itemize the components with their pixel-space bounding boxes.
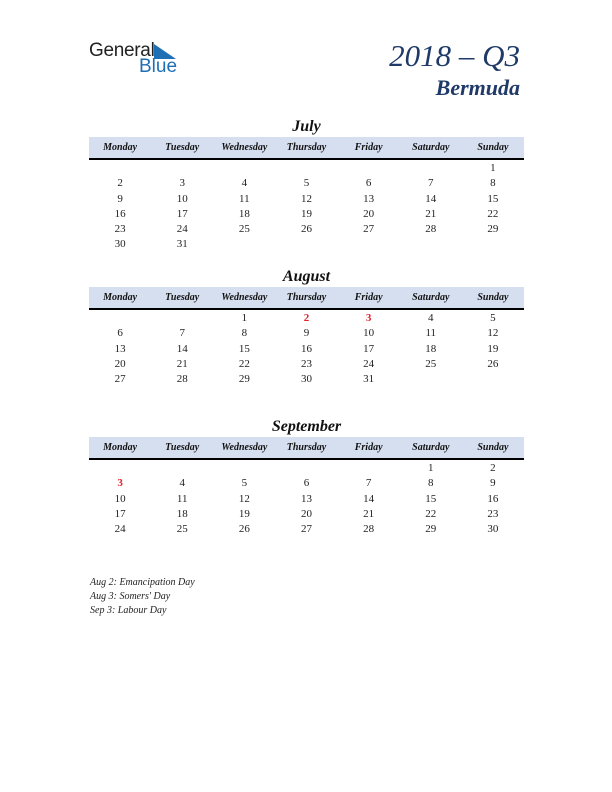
empty-cell [338, 461, 400, 476]
day-cell: 14 [425, 192, 437, 205]
day-cell: 9 [303, 327, 310, 340]
empty-cell [213, 161, 275, 176]
page-title: 2018 – Q3 [389, 38, 520, 73]
empty-cell [338, 161, 400, 176]
weekday-label: Tuesday [165, 142, 200, 153]
day-cell: 14 [176, 342, 188, 355]
month-september [89, 417, 524, 537]
empty-cell [151, 461, 213, 476]
day-cell: 19 [487, 342, 499, 355]
logo-text-general: General [89, 40, 155, 61]
day-cell: 8 [428, 477, 434, 490]
day-cell: 29 [238, 373, 250, 386]
day-cell: 21 [176, 357, 188, 370]
day-cell: 24 [176, 223, 188, 236]
day-cell: 15 [238, 342, 250, 355]
day-cell: 2 [117, 177, 123, 190]
day-cell: 6 [365, 177, 372, 190]
day-cell: 29 [425, 523, 437, 536]
day-cell: 25 [425, 357, 437, 370]
holiday-day-cell: 2 [303, 312, 310, 324]
day-cell: 8 [241, 327, 248, 340]
week-row [89, 492, 524, 507]
weekday-label: Wednesday [221, 292, 268, 303]
week-row [89, 476, 524, 491]
day-cell: 10 [114, 492, 126, 505]
day-cell: 31 [363, 373, 375, 386]
day-cell: 16 [114, 207, 126, 220]
holiday-note: Aug 2: Emancipation Day [90, 577, 195, 588]
weekday-label: Saturday [412, 292, 450, 303]
day-cell: 23 [114, 223, 126, 236]
empty-cell [89, 311, 151, 326]
empty-cell [400, 161, 462, 176]
day-cell: 9 [490, 477, 496, 490]
weekday-header [89, 287, 524, 310]
empty-cell [462, 237, 524, 252]
weekday-label: Wednesday [221, 442, 268, 453]
day-cell: 5 [241, 477, 248, 490]
day-cell: 26 [487, 357, 499, 370]
weekday-label: Wednesday [221, 142, 268, 153]
day-cell: 11 [176, 492, 188, 505]
weekday-label: Tuesday [165, 442, 200, 453]
holiday-day-cell: 3 [365, 312, 372, 324]
logo [89, 40, 189, 80]
empty-cell [89, 161, 151, 176]
weekday-label: Thursday [286, 292, 327, 303]
day-cell: 4 [179, 477, 185, 490]
day-cell: 10 [363, 327, 375, 340]
day-cell: 26 [300, 223, 312, 236]
day-cell: 8 [490, 177, 496, 190]
day-cell: 24 [363, 357, 375, 370]
month-title: August [282, 268, 331, 285]
empty-cell [151, 161, 213, 176]
day-cell: 19 [300, 207, 312, 220]
day-cell: 7 [428, 177, 434, 190]
day-cell: 30 [487, 523, 499, 536]
day-cell: 30 [300, 373, 312, 386]
weekday-label: Sunday [477, 292, 509, 303]
day-cell: 15 [487, 192, 499, 205]
month-title: July [292, 118, 321, 135]
day-cell: 18 [238, 207, 250, 220]
day-cell: 10 [176, 192, 188, 205]
day-cell: 7 [179, 327, 185, 340]
day-cell: 21 [425, 207, 437, 220]
weekday-label: Monday [103, 292, 138, 303]
day-cell: 18 [176, 507, 188, 520]
day-cell: 12 [238, 492, 250, 505]
day-cell: 3 [179, 177, 185, 190]
day-cell: 18 [425, 342, 437, 355]
week-row [89, 372, 524, 387]
day-cell: 27 [363, 223, 375, 236]
day-cell: 22 [487, 207, 499, 220]
day-cell: 1 [490, 162, 496, 174]
day-cell: 31 [176, 238, 188, 251]
week-row [89, 207, 524, 222]
day-cell: 20 [300, 507, 312, 520]
day-cell: 13 [363, 192, 375, 205]
day-cell: 12 [487, 327, 499, 340]
week-row [89, 161, 524, 176]
day-cell: 5 [303, 177, 310, 190]
day-cell: 1 [241, 312, 248, 324]
day-cell: 22 [238, 357, 250, 370]
day-cell: 23 [300, 357, 312, 370]
week-row [89, 311, 524, 326]
day-cell: 29 [487, 223, 499, 236]
week-row [89, 192, 524, 207]
weekday-header [89, 137, 524, 160]
day-cell: 25 [176, 523, 188, 536]
day-cell: 9 [117, 192, 123, 205]
month-august [89, 267, 524, 387]
weekday-label: Saturday [412, 142, 450, 153]
day-cell: 20 [363, 207, 375, 220]
week-row [89, 342, 524, 357]
empty-cell [338, 237, 400, 252]
empty-cell [400, 237, 462, 252]
week-row [89, 522, 524, 537]
weekday-label: Thursday [286, 142, 327, 153]
day-cell: 21 [363, 507, 375, 520]
weekday-label: Saturday [412, 442, 450, 453]
day-cell: 20 [114, 357, 126, 370]
week-row [89, 507, 524, 522]
day-cell: 2 [490, 462, 496, 474]
logo-text-blue: Blue [139, 56, 178, 77]
empty-cell [213, 461, 275, 476]
week-row [89, 357, 524, 372]
day-cell: 22 [425, 507, 437, 520]
day-cell: 5 [490, 312, 496, 324]
holiday-day-cell: 3 [117, 477, 123, 490]
day-cell: 17 [114, 507, 126, 520]
empty-cell [275, 161, 337, 176]
week-row [89, 176, 524, 191]
week-row [89, 326, 524, 341]
empty-cell [151, 311, 213, 326]
day-cell: 15 [425, 492, 437, 505]
day-cell: 6 [117, 327, 123, 340]
weekday-label: Friday [354, 442, 383, 453]
month-title: September [271, 418, 342, 435]
empty-cell [400, 372, 462, 387]
day-cell: 4 [241, 177, 248, 190]
day-cell: 1 [428, 462, 434, 474]
holiday-note: Sep 3: Labour Day [90, 605, 167, 616]
day-cell: 28 [425, 223, 437, 236]
weekday-label: Friday [354, 142, 383, 153]
empty-cell [462, 372, 524, 387]
day-cell: 12 [300, 192, 312, 205]
weekday-label: Sunday [477, 142, 509, 153]
day-cell: 11 [239, 192, 250, 205]
day-cell: 27 [300, 523, 312, 536]
day-cell: 28 [176, 373, 188, 386]
day-cell: 28 [363, 523, 375, 536]
day-cell: 17 [176, 207, 188, 220]
weekday-label: Tuesday [165, 292, 200, 303]
weekday-label: Sunday [477, 442, 509, 453]
empty-cell [275, 461, 337, 476]
week-row [89, 237, 524, 252]
day-cell: 4 [428, 312, 434, 324]
weekday-header [89, 437, 524, 460]
day-cell: 14 [363, 492, 375, 505]
day-cell: 30 [114, 238, 126, 251]
empty-cell [213, 237, 275, 252]
week-row [89, 461, 524, 476]
holiday-notes [90, 576, 195, 618]
weekday-label: Friday [354, 292, 383, 303]
day-cell: 6 [303, 477, 310, 490]
empty-cell [89, 461, 151, 476]
day-cell: 7 [365, 477, 372, 490]
day-cell: 13 [300, 492, 312, 505]
country-name: Bermuda [435, 75, 520, 100]
empty-cell [275, 237, 337, 252]
day-cell: 13 [114, 342, 126, 355]
day-cell: 26 [238, 523, 250, 536]
day-cell: 17 [363, 342, 375, 355]
weekday-label: Monday [103, 442, 138, 453]
day-cell: 11 [425, 327, 437, 340]
day-cell: 27 [114, 373, 126, 386]
day-cell: 23 [487, 507, 499, 520]
day-cell: 16 [487, 492, 499, 505]
day-cell: 24 [114, 523, 126, 536]
day-cell: 16 [300, 342, 312, 355]
day-cell: 19 [238, 507, 250, 520]
week-row [89, 222, 524, 237]
weekday-label: Monday [103, 142, 138, 153]
month-july [89, 117, 524, 253]
weekday-label: Thursday [286, 442, 327, 453]
holiday-note: Aug 3: Somers' Day [90, 591, 171, 602]
day-cell: 25 [238, 223, 250, 236]
